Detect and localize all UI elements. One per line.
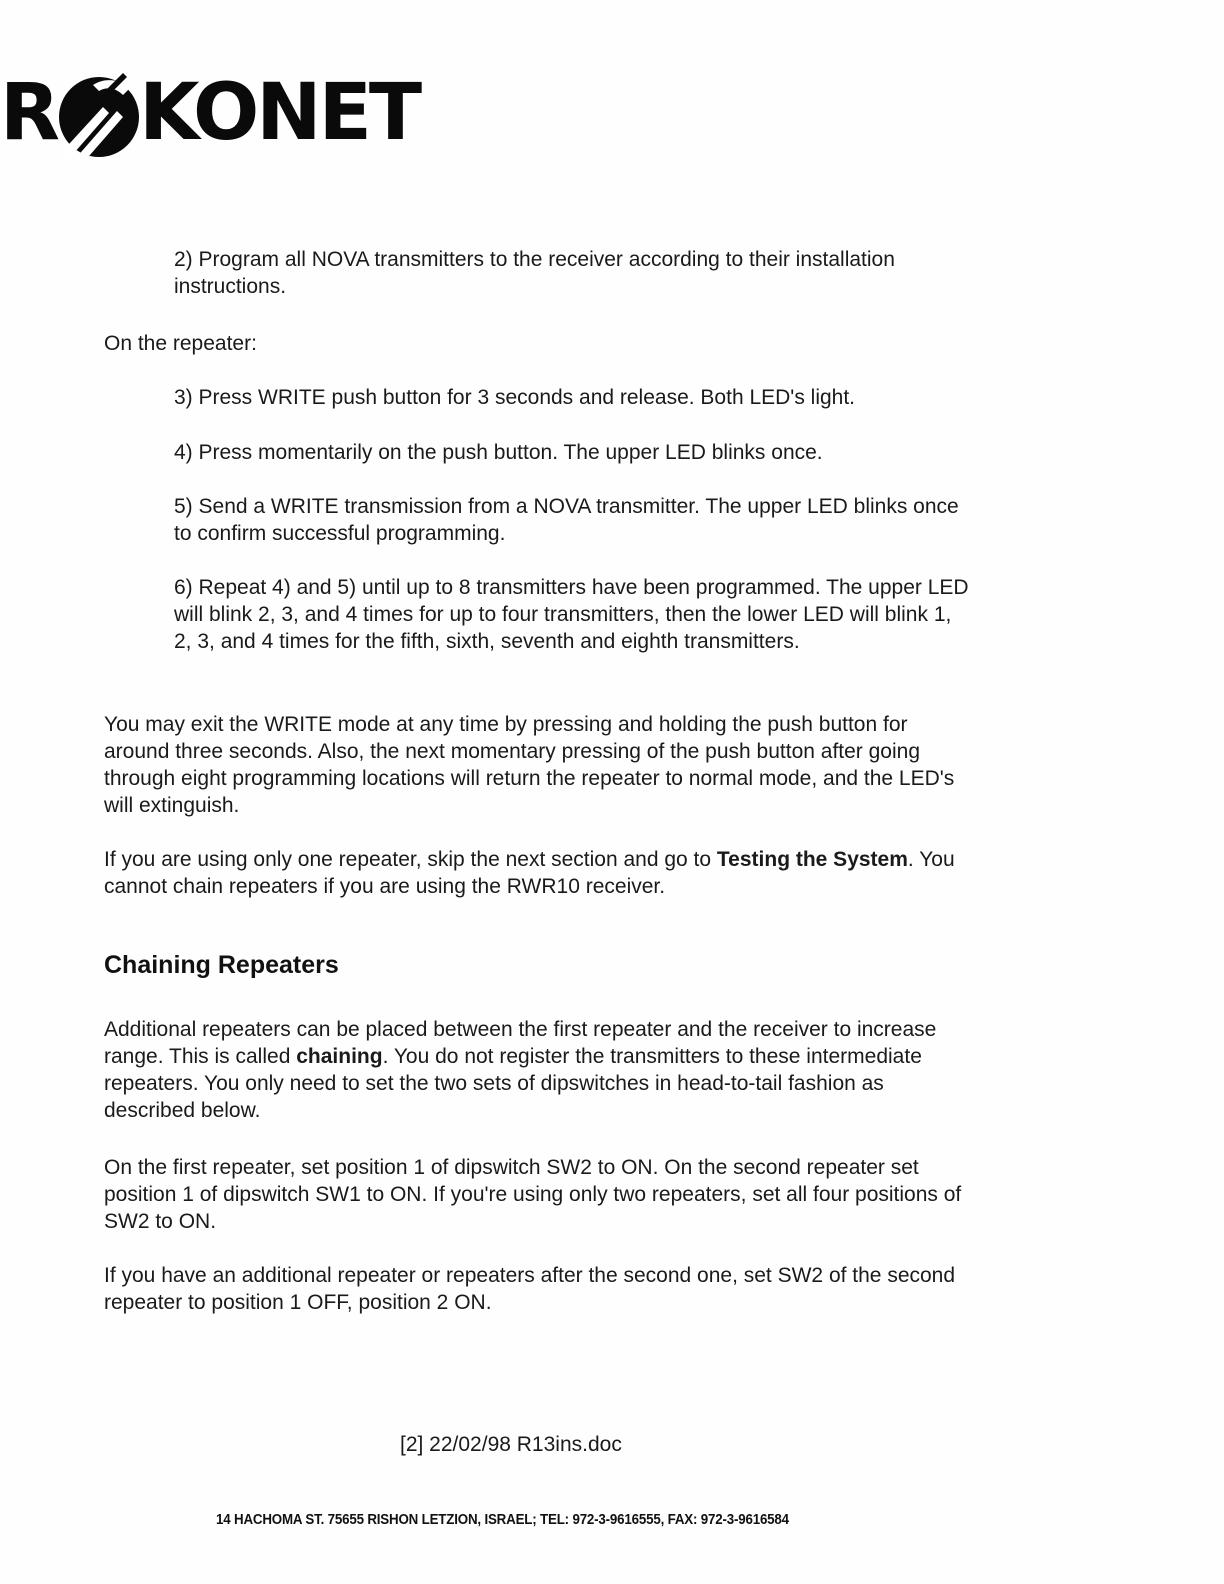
first-repeater-paragraph: On the first repeater, set position 1 of dipswitch SW2 to ON. On the second repeater set position 1 of dipswitch SW1 to ON. If you're using only two repeaters, set all four positions of SW2 to ON. [104, 1156, 962, 1233]
chaining-bold-term: chaining [296, 1045, 383, 1068]
chaining-text-end: . You do not register the transmitters to these intermediate repeaters. You only need to set the two sets of dipswitches in head-to-tail fashion as described below. [104, 1045, 922, 1122]
step-4: 4) Press momentarily on the push button. The upper LED blinks once. [174, 441, 823, 464]
exit-write-mode-paragraph: You may exit the WRITE mode at any time by pressing and holding the push button for around three seconds. Also, the next momentary pressing of the push button after going through eight programming locations will return the repeater to normal mode, and the LED's will extinguish. [104, 713, 955, 817]
logo-emblem-icon [53, 63, 145, 163]
company-logo [0, 58, 419, 168]
step-5: 5) Send a WRITE transmission from a NOVA transmitter. The upper LED blinks once to confirm successful programming. [174, 495, 959, 545]
one-repeater-paragraph [104, 846, 974, 900]
chaining-paragraph [104, 1016, 974, 1124]
one-repeater-text-end: . You cannot chain repeaters if you are using the RWR10 receiver. [104, 848, 955, 898]
logo-text-r: R [0, 68, 58, 158]
testing-the-system-link-text: Testing the System [716, 848, 908, 871]
logo-text-konet: KONET [139, 68, 420, 158]
step-3: 3) Press WRITE push button for 3 seconds and release. Both LED's light. [174, 386, 856, 409]
chaining-text-start: Additional repeaters can be placed between the first repeater and the receiver to increase range. This is called [104, 1018, 937, 1068]
step-6: 6) Repeat 4) and 5) until up to 8 transmitters have been programmed. The upper LED will blink 2, 3, and 4 times for up to four transmitters, then the lower LED will blink 1, 2, 3, and 4 times for the fifth, sixth, seventh and eighth transmitters. [174, 576, 969, 653]
company-address: 14 HACHOMA ST. 75655 RISHON LETZION, ISRAEL; TEL: 972-3-9616555, FAX: 972-3-9616584 [216, 1512, 789, 1528]
chaining-repeaters-heading: Chaining Repeaters [104, 951, 339, 979]
step-2: 2) Program all NOVA transmitters to the receiver according to their installation instructions. [174, 248, 895, 298]
additional-repeater-paragraph: If you have an additional repeater or repeaters after the second one, set SW2 of the second repeater to position 1 OFF, position 2 ON. [104, 1264, 956, 1314]
on-the-repeater-label: On the repeater: [104, 332, 257, 355]
one-repeater-text-start: If you are using only one repeater, skip the next section and go to [104, 848, 717, 871]
document-reference: [2] 22/02/98 R13ins.doc [400, 1433, 622, 1456]
